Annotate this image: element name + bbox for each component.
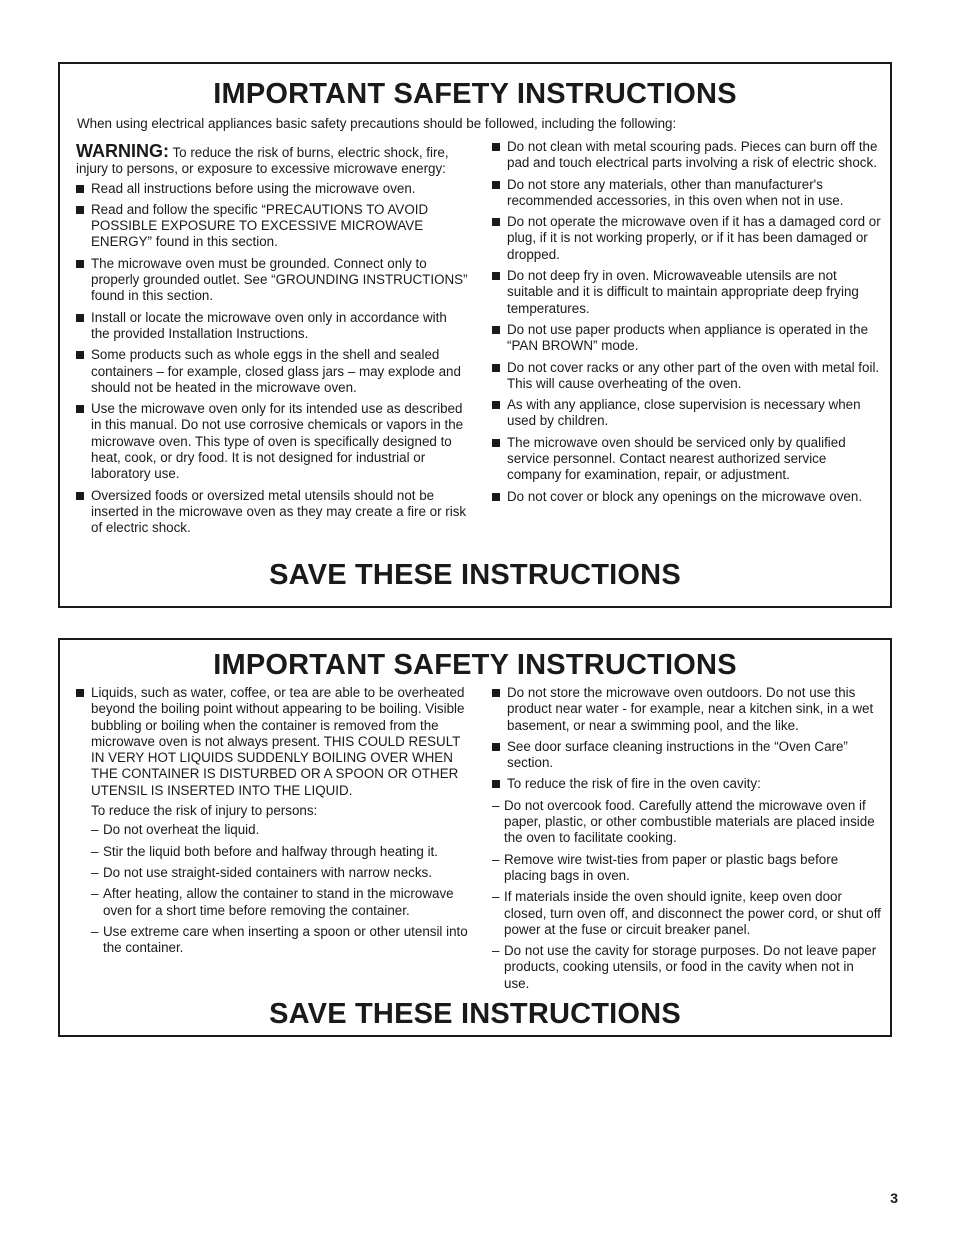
section-1-intro: When using electrical appliances basic safety precautions should be followed, including the following:	[77, 116, 677, 131]
section-2-title: IMPORTANT SAFETY INSTRUCTIONS	[213, 649, 737, 681]
list-item: Do not cover or block any openings on the microwave oven.	[492, 489, 882, 505]
section-1-footer: SAVE THESE INSTRUCTIONS	[269, 559, 681, 591]
dash-item: – Do not use straight-sided containers with narrow necks.	[91, 865, 468, 881]
dash-item: – Do not overheat the liquid.	[91, 822, 468, 838]
list-item: Install or locate the microwave oven only in accordance with the provided Installation Instructions.	[76, 310, 468, 343]
section-1-right-list	[492, 139, 882, 505]
warning-label: WARNING:	[76, 141, 169, 161]
dash-item: – If materials inside the oven should ignite, keep oven door closed, turn oven off, and disconnect the power cord, or shut off power at the fuse or circuit breaker panel.	[492, 889, 882, 938]
list-item: Do not store any materials, other than manufacturer's recommended accessories, in this oven when not in use.	[492, 177, 882, 210]
list-item: Read all instructions before using the microwave oven.	[76, 181, 468, 197]
dash-list	[91, 822, 468, 956]
list-item: See door surface cleaning instructions in the “Oven Care” section.	[492, 739, 882, 772]
list-item: Do not use paper products when appliance is operated in the “PAN BROWN” mode.	[492, 322, 882, 355]
list-item: Read and follow the specific “PRECAUTIONS TO AVOID POSSIBLE EXPOSURE TO EXCESSIVE MICROWAVE ENERGY” found in this section.	[76, 202, 468, 251]
dash-item: – Do not use the cavity for storage purposes. Do not leave paper products, cooking utensils, or food in the cavity when not in use.	[492, 943, 882, 992]
list-item-text: Liquids, such as water, coffee, or tea are able to be overheated beyond the boiling point without appearing to be boiling. Visible bubbling or boiling when the container is removed from the microwave oven is not always present. THIS COULD RESULT IN VERY HOT LIQUIDS SUDDENLY BOILING OVER WHEN THE CONTAINER IS DISTURBED OR A SPOON OR OTHER UTENSIL IS INSERTED INTO THE LIQUID.	[91, 685, 465, 798]
sub-list-intro: To reduce the risk of injury to persons:	[91, 803, 318, 819]
list-item: As with any appliance, close supervision is necessary when used by children.	[492, 397, 882, 430]
dash-item: – After heating, allow the container to stand in the microwave oven for a short time before removing the container.	[91, 886, 468, 919]
page-number: 3	[890, 1190, 898, 1206]
list-item: The microwave oven must be grounded. Connect only to properly grounded outlet. See “GROUNDING INSTRUCTIONS” found in this section.	[76, 256, 468, 305]
list-item: The microwave oven should be serviced only by qualified service personnel. Contact nearest authorized service company for examination, repair, or adjustment.	[492, 435, 882, 484]
dash-item: – Remove wire twist-ties from paper or plastic bags before placing bags in oven.	[492, 852, 882, 885]
list-item: Do not store the microwave oven outdoors. Do not use this product near water - for example, near a kitchen sink, in a wet basement, or near a swimming pool, and the like.	[492, 685, 882, 734]
section-2-right-column	[492, 685, 882, 997]
list-item: Do not operate the microwave oven if it has a damaged cord or plug, if it is not working properly, or if it has been damaged or dropped.	[492, 214, 882, 263]
dash-item: – Do not overcook food. Carefully attend the microwave oven if paper, plastic, or other combustible materials are placed inside the oven to facilitate cooking.	[492, 798, 882, 847]
section-2-left-list	[76, 685, 468, 956]
dash-item: – Use extreme care when inserting a spoon or other utensil into the container.	[91, 924, 468, 957]
list-item: Do not deep fry in oven. Microwaveable utensils are not suitable and it is difficult to maintain appropriate deep frying temperatures.	[492, 268, 882, 317]
section-2-footer: SAVE THESE INSTRUCTIONS	[269, 998, 681, 1030]
section-1-title: IMPORTANT SAFETY INSTRUCTIONS	[213, 78, 737, 110]
list-item: Use the microwave oven only for its intended use as described in this manual. Do not use corrosive chemicals or vapors in the microwave oven. This type of oven is specifically designed to heat, cook, or dry food. It is not designed for industrial or laboratory use.	[76, 401, 468, 482]
list-item: Do not clean with metal scouring pads. Pieces can burn off the pad and touch electrical parts involving a risk of electric shock.	[492, 139, 882, 172]
list-item: Oversized foods or oversized metal utensils should not be inserted in the microwave oven as they may create a fire or risk of electric shock.	[76, 488, 468, 537]
section-2-left-column	[76, 685, 468, 961]
list-item	[76, 685, 468, 956]
safety-box-1	[58, 62, 892, 608]
warning-paragraph	[76, 143, 468, 178]
list-item: Do not cover racks or any other part of the oven with metal foil. This will cause overheating of the oven.	[492, 360, 882, 393]
dash-item: – Stir the liquid both before and halfway through heating it.	[91, 844, 468, 860]
section-2-right-list	[492, 685, 882, 793]
section-1-right-column	[492, 139, 882, 510]
list-item-text: To reduce the risk of fire in the oven cavity:	[507, 776, 761, 792]
section-1-left-column	[76, 143, 468, 542]
safety-box-2	[58, 638, 892, 1037]
dash-list	[492, 798, 882, 992]
section-1-left-list	[76, 181, 468, 537]
list-item: Some products such as whole eggs in the shell and sealed containers – for example, closed glass jars – may explode and should not be heated in the microwave oven.	[76, 347, 468, 396]
warning-text: To reduce the risk of burns, electric shock, fire, injury to persons, or exposure to excessive microwave energy:	[76, 145, 449, 177]
list-item	[492, 776, 882, 792]
